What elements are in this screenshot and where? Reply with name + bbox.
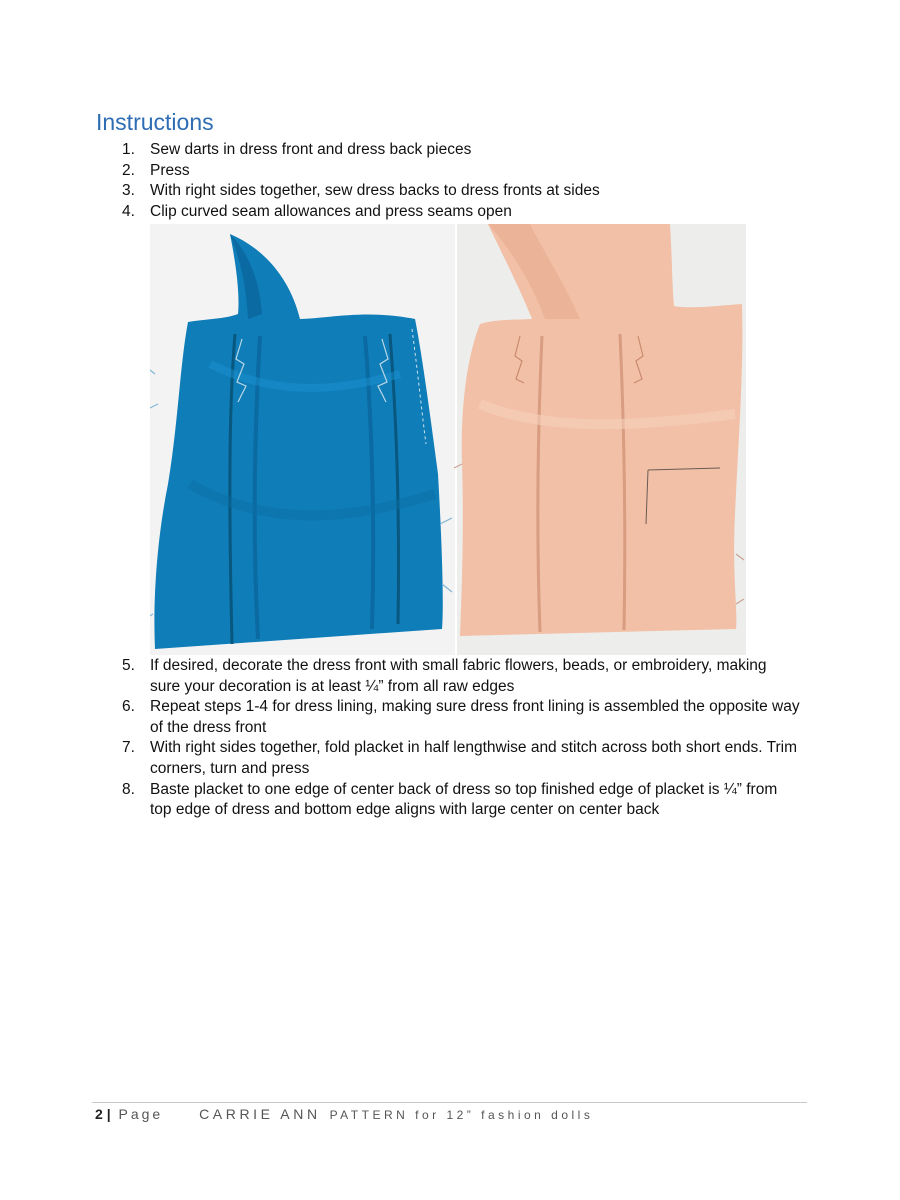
step-number: 4. xyxy=(122,202,135,220)
step-text: Sew darts in dress front and dress back pieces xyxy=(150,141,472,158)
instruction-step xyxy=(0,202,800,223)
step-number: 2. xyxy=(122,161,135,179)
step-text: Repeat steps 1-4 for dress lining, making sure dress front lining is assembled the opposite way of the dress front xyxy=(150,698,800,736)
step-number: 8. xyxy=(122,780,135,798)
page-heading: Instructions xyxy=(96,109,214,135)
step-number: 6. xyxy=(122,698,135,716)
step-number: 5. xyxy=(122,657,135,674)
footer-divider xyxy=(92,1102,807,1103)
instruction-step xyxy=(0,181,800,202)
footer-separator: | xyxy=(106,1106,111,1122)
dress-construction-photo xyxy=(150,224,746,655)
instruction-step xyxy=(0,780,800,821)
page-label: Page xyxy=(118,1106,164,1122)
instruction-step xyxy=(0,656,800,697)
step-text: With right sides together, fold placket in half lengthwise and stitch across both short ends. Trim corners, turn and press xyxy=(150,739,798,777)
instruction-step xyxy=(0,697,800,738)
step-number: 1. xyxy=(122,141,135,158)
step-text: Baste placket to one edge of center back of dress so top finished edge of placket is ¼” from top edge of dress and bottom edge aligns with large center on center back xyxy=(150,780,778,819)
step-text: With right sides together, sew dress backs to dress fronts at sides xyxy=(150,182,600,200)
instruction-list-part1 xyxy=(0,140,900,222)
page-number: 2 xyxy=(95,1106,103,1122)
step-text: If desired, decorate the dress front with small fabric flowers, beads, or embroidery, making sure your decoration is at least ¼” from all raw edges xyxy=(150,657,767,695)
instruction-step xyxy=(0,738,800,779)
instruction-step xyxy=(0,140,800,161)
step-number: 3. xyxy=(122,182,135,200)
page-footer xyxy=(95,1106,593,1122)
pattern-subtitle: PATTERN for 12” fashion dolls xyxy=(329,1108,594,1122)
instruction-list-part2 xyxy=(0,656,900,821)
instruction-step xyxy=(0,161,800,182)
pattern-title: CARRIE ANN xyxy=(199,1106,321,1122)
step-number: 7. xyxy=(122,739,135,757)
step-text: Clip curved seam allowances and press seams open xyxy=(150,202,512,220)
step-text: Press xyxy=(150,161,190,179)
